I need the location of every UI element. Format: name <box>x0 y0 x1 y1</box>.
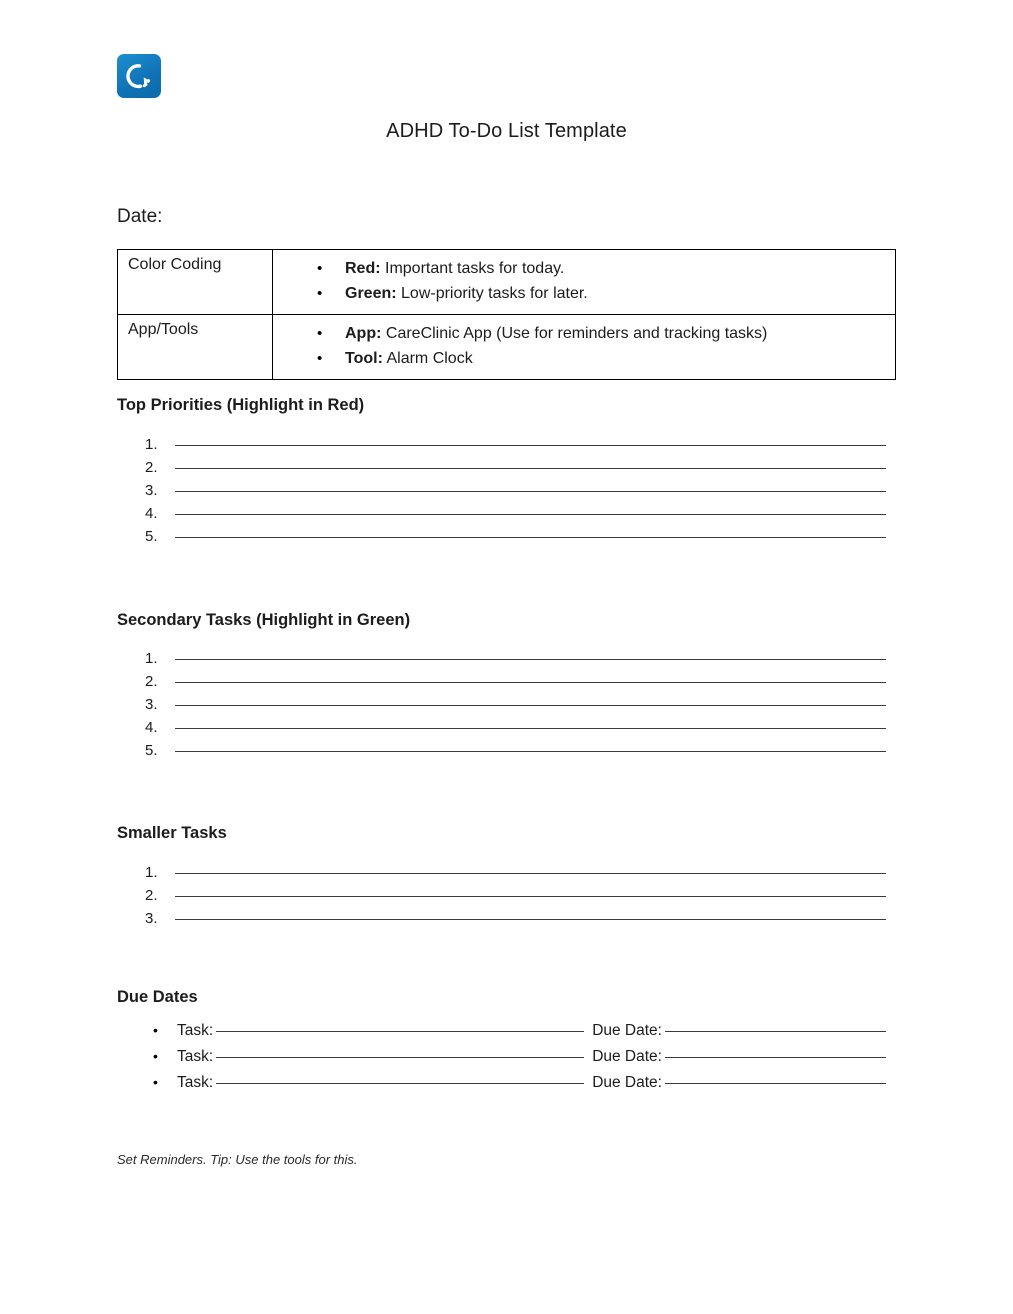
write-in-line[interactable] <box>175 873 886 874</box>
item-text: Low-priority tasks for later. <box>396 285 588 302</box>
heading-due-dates: Due Dates <box>117 988 198 1006</box>
write-in-line[interactable] <box>175 537 886 538</box>
list-item[interactable] <box>145 505 890 528</box>
page-title: ADHD To-Do List Template <box>386 120 627 142</box>
item-number: 3. <box>145 482 158 499</box>
footer-note: Set Reminders. Tip: Use the tools for this. <box>117 1152 358 1167</box>
item-number: 1. <box>145 436 158 453</box>
item-number: 3. <box>145 696 158 713</box>
item-text: CareClinic App (Use for reminders and tracking tasks) <box>381 325 768 342</box>
due-date-write-in-line[interactable] <box>665 1057 886 1058</box>
careclinic-logo <box>117 54 161 98</box>
smaller-tasks-list <box>145 864 890 933</box>
row-label-color-coding: Color Coding <box>118 250 273 315</box>
secondary-tasks-list <box>145 650 890 765</box>
list-item[interactable] <box>145 528 890 551</box>
write-in-line[interactable] <box>175 445 886 446</box>
color-coding-tools-table <box>117 249 896 380</box>
circular-arrow-icon <box>124 61 154 91</box>
list-item[interactable] <box>145 742 890 765</box>
table-row <box>118 250 896 315</box>
list-item[interactable] <box>145 482 890 505</box>
item-text: Alarm Clock <box>382 350 473 367</box>
list-item[interactable] <box>145 436 890 459</box>
app-tools-list <box>273 321 895 371</box>
write-in-line[interactable] <box>175 728 886 729</box>
list-item <box>273 281 895 306</box>
top-priorities-list <box>145 436 890 551</box>
list-item[interactable] <box>145 719 890 742</box>
item-number: 5. <box>145 528 158 545</box>
task-write-in-line[interactable] <box>216 1083 584 1084</box>
due-date-label: Due Date: <box>592 1022 662 1039</box>
list-item[interactable] <box>145 910 890 933</box>
item-term: Tool: <box>345 350 383 367</box>
due-dates-list <box>145 1022 890 1100</box>
list-item <box>273 321 895 346</box>
write-in-line[interactable] <box>175 751 886 752</box>
table-row <box>118 315 896 380</box>
write-in-line[interactable] <box>175 659 886 660</box>
item-term: App: <box>345 325 382 342</box>
task-write-in-line[interactable] <box>216 1031 584 1032</box>
write-in-line[interactable] <box>175 682 886 683</box>
list-item[interactable] <box>145 696 890 719</box>
item-text: Important tasks for today. <box>380 260 565 277</box>
item-number: 2. <box>145 887 158 904</box>
list-item[interactable] <box>145 864 890 887</box>
item-number: 4. <box>145 505 158 522</box>
heading-secondary-tasks: Secondary Tasks (Highlight in Green) <box>117 611 411 629</box>
task-write-in-line[interactable] <box>216 1057 584 1058</box>
item-number: 1. <box>145 650 158 667</box>
write-in-line[interactable] <box>175 919 886 920</box>
item-term: Red: <box>345 260 381 277</box>
list-item[interactable] <box>145 1074 890 1100</box>
list-item[interactable] <box>145 1022 890 1048</box>
row-label-app-tools: App/Tools <box>118 315 273 380</box>
date-label: Date: <box>117 206 163 227</box>
due-date-write-in-line[interactable] <box>665 1031 886 1032</box>
write-in-line[interactable] <box>175 491 886 492</box>
color-coding-list <box>273 256 895 306</box>
write-in-line[interactable] <box>175 468 886 469</box>
task-label: • Task: <box>177 1048 214 1065</box>
list-item[interactable] <box>145 673 890 696</box>
heading-top-priorities: Top Priorities (Highlight in Red) <box>117 396 365 414</box>
item-number: 1. <box>145 864 158 881</box>
list-item <box>273 256 895 281</box>
due-date-label: Due Date: <box>592 1048 662 1065</box>
task-label: • Task: <box>177 1074 214 1091</box>
item-term: Green: <box>345 285 397 302</box>
list-item[interactable] <box>145 1048 890 1074</box>
item-number: 5. <box>145 742 158 759</box>
write-in-line[interactable] <box>175 514 886 515</box>
list-item <box>273 346 895 371</box>
task-label: • Task: <box>177 1022 214 1039</box>
list-item[interactable] <box>145 650 890 673</box>
due-date-write-in-line[interactable] <box>665 1083 886 1084</box>
item-number: 4. <box>145 719 158 736</box>
item-number: 2. <box>145 673 158 690</box>
write-in-line[interactable] <box>175 705 886 706</box>
write-in-line[interactable] <box>175 896 886 897</box>
list-item[interactable] <box>145 887 890 910</box>
row-content-color-coding <box>273 250 896 315</box>
item-number: 3. <box>145 910 158 927</box>
heading-smaller-tasks: Smaller Tasks <box>117 824 227 842</box>
list-item[interactable] <box>145 459 890 482</box>
row-content-app-tools <box>273 315 896 380</box>
item-number: 2. <box>145 459 158 476</box>
due-date-label: Due Date: <box>592 1074 662 1091</box>
